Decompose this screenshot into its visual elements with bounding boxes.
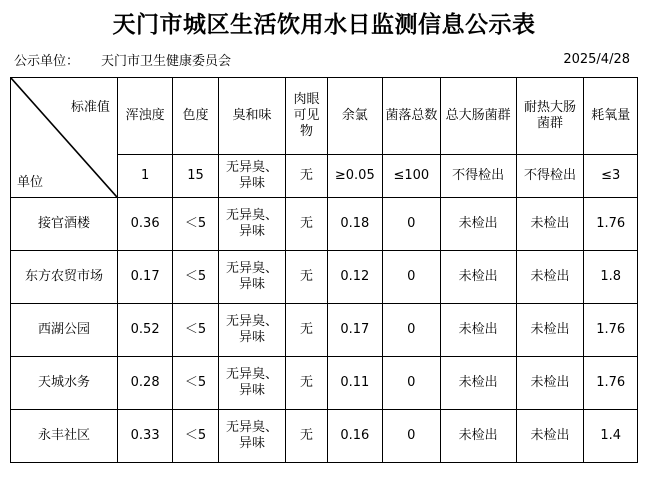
table-row (11, 357, 638, 410)
cell-chroma: ＜5 (173, 357, 218, 410)
row-unit: 天城水务 (11, 357, 118, 410)
cell-colony-count: 0 (383, 410, 441, 463)
limit-oxygen-consumption: ≤3 (584, 155, 638, 198)
cell-oxygen-consumption: 1.76 (584, 304, 638, 357)
cell-turbidity: 0.36 (117, 198, 173, 251)
publisher-label: 公示单位： (14, 54, 80, 69)
cell-colony-count: 0 (383, 251, 441, 304)
cell-turbidity: 0.17 (117, 251, 173, 304)
column-header-odor: 臭和味 (218, 78, 286, 155)
row-unit: 接官酒楼 (11, 198, 118, 251)
cell-chroma: ＜5 (173, 304, 218, 357)
table-header-row (11, 78, 638, 155)
cell-residual-chlorine: 0.12 (327, 251, 383, 304)
cell-odor: 无异臭、异味 (218, 357, 286, 410)
limit-visible-matter: 无 (286, 155, 327, 198)
row-unit: 东方农贸市场 (11, 251, 118, 304)
limit-turbidity: 1 (117, 155, 173, 198)
cell-chroma: ＜5 (173, 251, 218, 304)
cell-total-coliform: 未检出 (440, 251, 516, 304)
cell-thermotolerant-coliform: 未检出 (516, 357, 584, 410)
limit-odor: 无异臭、异味 (218, 155, 286, 198)
column-header-residual-chlorine: 余氯 (327, 78, 383, 155)
cell-colony-count: 0 (383, 198, 441, 251)
table-row (11, 251, 638, 304)
table-corner-header (11, 78, 118, 198)
cell-visible-matter: 无 (286, 357, 327, 410)
cell-colony-count: 0 (383, 304, 441, 357)
row-unit: 永丰社区 (11, 410, 118, 463)
cell-thermotolerant-coliform: 未检出 (516, 410, 584, 463)
column-header-chroma: 色度 (173, 78, 218, 155)
notice-date: 2025/4/28 (563, 52, 630, 67)
cell-visible-matter: 无 (286, 410, 327, 463)
cell-residual-chlorine: 0.16 (327, 410, 383, 463)
cell-total-coliform: 未检出 (440, 410, 516, 463)
cell-total-coliform: 未检出 (440, 357, 516, 410)
cell-residual-chlorine: 0.17 (327, 304, 383, 357)
cell-odor: 无异臭、异味 (218, 304, 286, 357)
limit-thermotolerant-coliform: 不得检出 (516, 155, 584, 198)
cell-thermotolerant-coliform: 未检出 (516, 304, 584, 357)
column-header-colony-count: 菌落总数 (383, 78, 441, 155)
publisher-name: 天门市卫生健康委员会 (101, 54, 232, 69)
limit-chroma: 15 (173, 155, 218, 198)
cell-total-coliform: 未检出 (440, 304, 516, 357)
cell-thermotolerant-coliform: 未检出 (516, 251, 584, 304)
cell-oxygen-consumption: 1.4 (584, 410, 638, 463)
cell-chroma: ＜5 (173, 410, 218, 463)
cell-oxygen-consumption: 1.8 (584, 251, 638, 304)
limit-residual-chlorine: ≥0.05 (327, 155, 383, 198)
cell-odor: 无异臭、异味 (218, 410, 286, 463)
cell-visible-matter: 无 (286, 304, 327, 357)
cell-colony-count: 0 (383, 357, 441, 410)
limit-colony-count: ≤100 (383, 155, 441, 198)
cell-turbidity: 0.28 (117, 357, 173, 410)
cell-turbidity: 0.33 (117, 410, 173, 463)
column-header-oxygen-consumption: 耗氧量 (584, 78, 638, 155)
table-row (11, 304, 638, 357)
cell-residual-chlorine: 0.18 (327, 198, 383, 251)
cell-odor: 无异臭、异味 (218, 251, 286, 304)
column-header-visible-matter: 肉眼可见物 (286, 78, 327, 155)
notice-meta-row (10, 44, 638, 77)
cell-thermotolerant-coliform: 未检出 (516, 198, 584, 251)
cell-chroma: ＜5 (173, 198, 218, 251)
cell-visible-matter: 无 (286, 251, 327, 304)
column-header-total-coliform: 总大肠菌群 (440, 78, 516, 155)
cell-residual-chlorine: 0.11 (327, 357, 383, 410)
cell-turbidity: 0.52 (117, 304, 173, 357)
table-row (11, 410, 638, 463)
cell-visible-matter: 无 (286, 198, 327, 251)
column-header-thermotolerant-coliform: 耐热大肠菌群 (516, 78, 584, 155)
corner-unit-label: 单位 (17, 175, 44, 190)
cell-oxygen-consumption: 1.76 (584, 357, 638, 410)
table-row (11, 198, 638, 251)
cell-oxygen-consumption: 1.76 (584, 198, 638, 251)
cell-total-coliform: 未检出 (440, 198, 516, 251)
page-title: 天门市城区生活饮用水日监测信息公示表 (112, 12, 536, 38)
limit-total-coliform: 不得检出 (440, 155, 516, 198)
column-header-turbidity: 浑浊度 (117, 78, 173, 155)
row-unit: 西湖公园 (11, 304, 118, 357)
corner-standard-label: 标准值 (70, 100, 110, 115)
monitoring-table (10, 77, 638, 463)
cell-odor: 无异臭、异味 (218, 198, 286, 251)
